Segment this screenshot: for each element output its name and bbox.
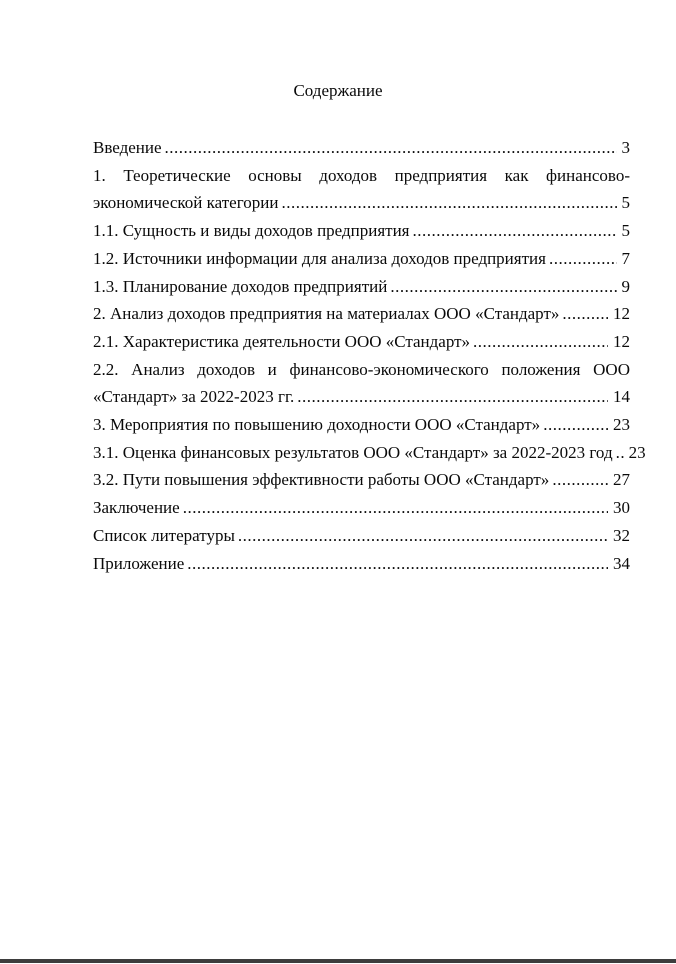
toc-entry-title: 1.3. Планирование доходов предприятий: [93, 276, 388, 296]
toc-entry[interactable]: [93, 411, 630, 439]
toc-entry-page-number: 5: [621, 221, 630, 241]
toc-entry-title: 1.1. Сущность и виды доходов предприятия: [93, 221, 410, 241]
toc-entry[interactable]: [93, 300, 630, 328]
toc-entry-page-number: 5: [621, 193, 630, 213]
toc-entry-last-line: [93, 300, 630, 328]
dot-leader: [183, 494, 608, 522]
dot-leader: [281, 189, 616, 217]
toc-entry-last-line: [93, 494, 630, 522]
toc-entry-title: экономической категории: [93, 193, 279, 213]
dot-leader: [552, 466, 608, 494]
dot-leader: [413, 217, 617, 245]
toc-entry-title: Приложение: [93, 553, 185, 573]
toc-entry-title: 2. Анализ доходов предприятия на материалах ООО «Стандарт»: [93, 304, 560, 324]
toc-list: [93, 134, 646, 577]
dot-leader: [473, 328, 608, 356]
toc-entry-wrapped-line: 1. Теоретические основы доходов предприятия как финансово-: [93, 165, 630, 185]
toc-entry[interactable]: [93, 162, 630, 217]
dot-leader: [543, 411, 608, 439]
toc-entry-last-line: [93, 328, 630, 356]
dot-leader: [297, 383, 608, 411]
toc-entry[interactable]: [93, 466, 630, 494]
toc-entry-page-number: 23: [613, 415, 630, 435]
toc-entry-title: 3. Мероприятия по повышению доходности ООО «Стандарт»: [93, 415, 541, 435]
dot-leader: [238, 522, 608, 550]
toc-entry-page-number: 23: [628, 442, 646, 462]
page-bottom-edge: [0, 959, 676, 963]
toc-entry-page-number: 3: [621, 138, 630, 157]
toc-entry-last-line: [93, 550, 630, 578]
toc-entry-page-number: 7: [621, 248, 630, 268]
toc-entry-page-number: 30: [613, 498, 630, 518]
toc-entry-last-line: [93, 383, 630, 411]
toc-entry[interactable]: [93, 550, 630, 578]
toc-title: Содержание: [293, 81, 383, 100]
toc-entry[interactable]: [93, 522, 630, 550]
toc-entry-page-number: 34: [613, 553, 630, 573]
toc-entry-last-line: [93, 439, 646, 467]
toc-entry[interactable]: [93, 217, 630, 245]
toc-entry-last-line: [93, 411, 630, 439]
dot-leader: [549, 245, 617, 273]
toc-entry[interactable]: [93, 273, 630, 301]
toc-entry[interactable]: [93, 328, 630, 356]
toc-entry[interactable]: [93, 134, 630, 162]
dot-leader: [165, 134, 617, 162]
toc-entry-last-line: [93, 134, 630, 162]
toc-entry-page-number: 12: [613, 331, 630, 351]
toc-entry[interactable]: [93, 245, 630, 273]
toc-entry-title: Заключение: [93, 498, 180, 518]
toc-entry-last-line: [93, 217, 630, 245]
toc-entry[interactable]: [93, 494, 630, 522]
toc-entry-wrapped-line: 2.2. Анализ доходов и финансово-экономического положения ООО: [93, 359, 630, 379]
toc-entry-title: 2.1. Характеристика деятельности ООО «Стандарт»: [93, 331, 471, 351]
toc-entry-page-number: 32: [613, 525, 630, 545]
toc-entry-title: «Стандарт» за 2022-2023 гг.: [93, 387, 295, 407]
toc-entry-title: Введение: [93, 138, 162, 157]
toc-entry-last-line: [93, 466, 630, 494]
toc-entry-last-line: [93, 245, 630, 273]
dot-leader: [616, 439, 624, 467]
toc-entry-title: Список литературы: [93, 525, 235, 545]
toc-entry-last-line: [93, 273, 630, 301]
dot-leader: [390, 273, 616, 301]
toc-entry[interactable]: [93, 439, 646, 467]
toc-entry-page-number: 12: [613, 304, 630, 324]
toc-entry-last-line: [93, 522, 630, 550]
dot-leader: [187, 550, 608, 578]
toc-entry-title: 3.1. Оценка финансовых результатов ООО «Стандарт» за 2022-2023 год: [93, 442, 613, 462]
dot-leader: [562, 300, 608, 328]
toc-entry-page-number: 27: [613, 470, 630, 490]
toc-entry-last-line: [93, 189, 630, 217]
toc-entry[interactable]: [93, 356, 630, 411]
toc-entry-page-number: 14: [613, 387, 630, 407]
toc-entry-title: 3.2. Пути повышения эффективности работы ООО «Стандарт»: [93, 470, 550, 490]
toc-entry-title: 1.2. Источники информации для анализа доходов предприятия: [93, 248, 546, 268]
toc-entry-page-number: 9: [621, 276, 630, 296]
